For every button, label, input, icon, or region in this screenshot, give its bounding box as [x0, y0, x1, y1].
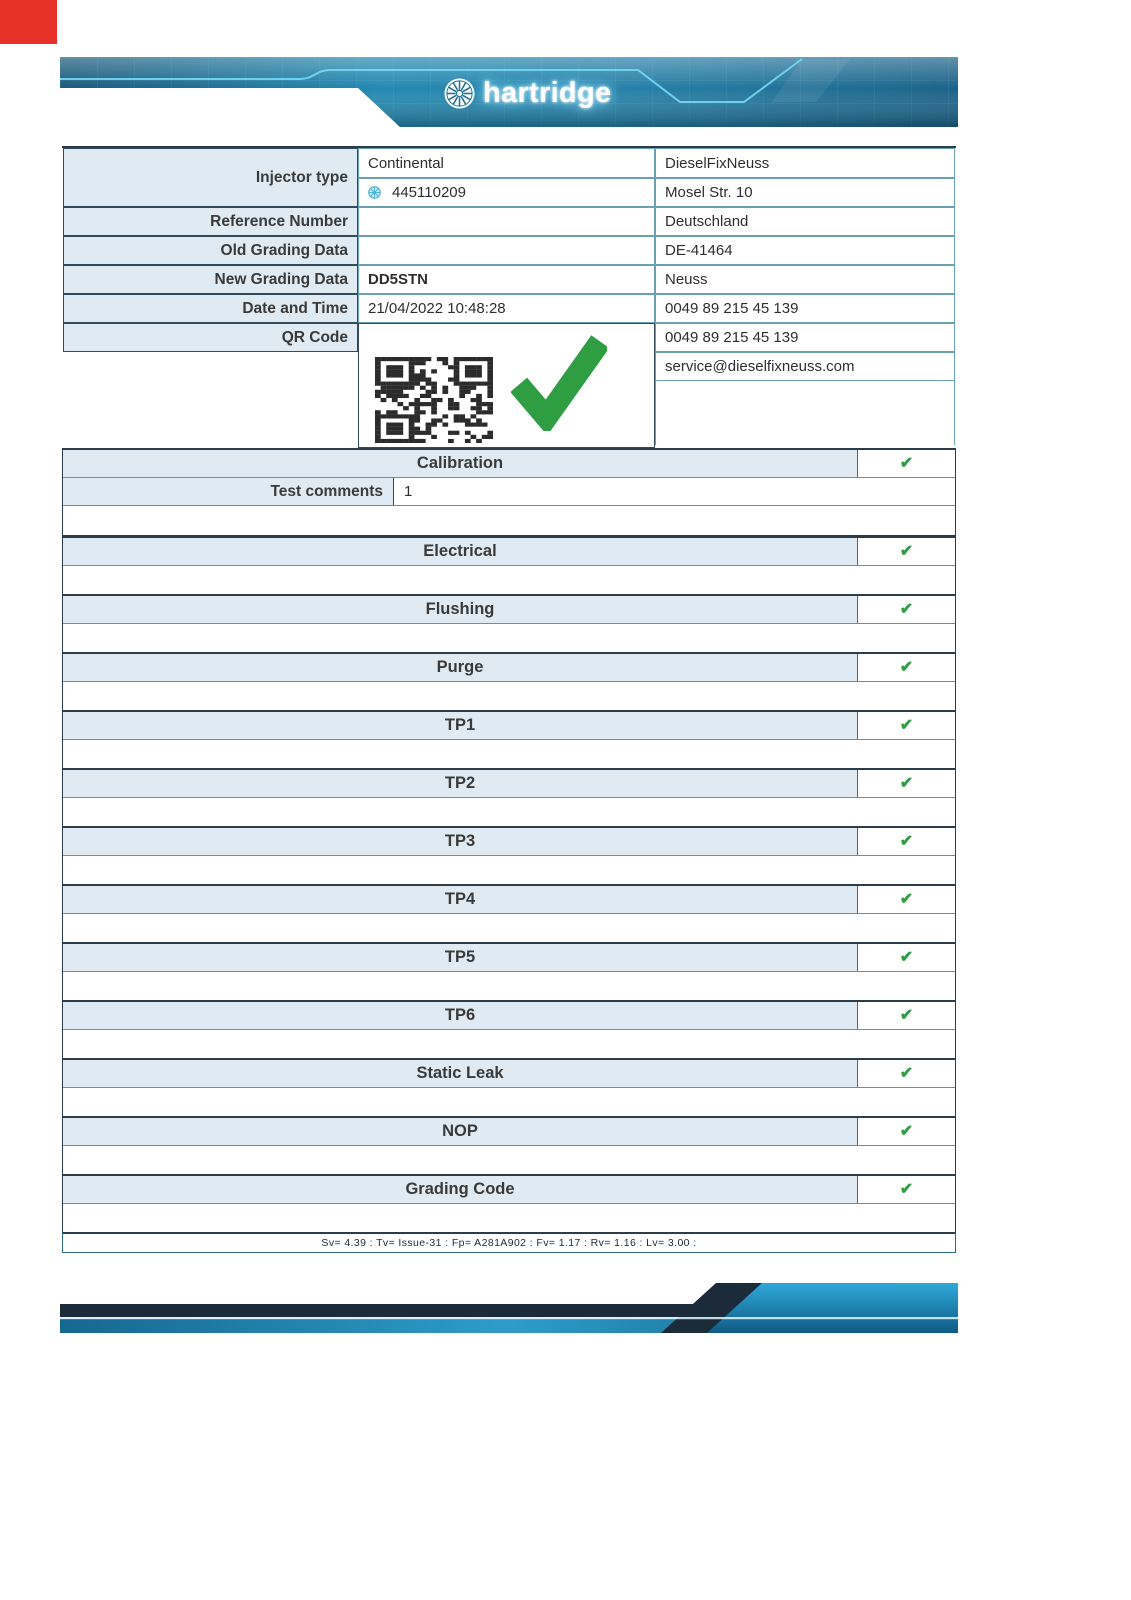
spacer-row [63, 972, 955, 1000]
workshop-street: Mosel Str. 10 [655, 178, 955, 207]
pass-check-icon: ✔ [899, 890, 914, 908]
test-section-status [857, 1118, 955, 1145]
test-section-status [857, 538, 955, 565]
test-section-status [857, 1002, 955, 1029]
test-section-title: TP6 [63, 1002, 857, 1029]
test-section-block [62, 826, 956, 884]
test-section-status [857, 450, 955, 477]
spacer-row [63, 1146, 955, 1174]
reference-number-value [358, 207, 655, 236]
test-section-title: Grading Code [63, 1176, 857, 1203]
test-comments-row [63, 478, 955, 506]
test-section-title: TP4 [63, 886, 857, 913]
old-grading-data-value [358, 236, 655, 265]
test-section-block [62, 1058, 956, 1116]
test-section-block [62, 536, 956, 594]
test-section-block [62, 710, 956, 768]
test-section-status [857, 886, 955, 913]
workshop-city: Neuss [655, 265, 955, 294]
workshop-empty-cell [655, 381, 955, 445]
pass-check-icon: ✔ [899, 542, 914, 560]
pass-check-icon: ✔ [899, 600, 914, 618]
test-section-block [62, 1116, 956, 1174]
pass-check-icon: ✔ [899, 1006, 914, 1024]
test-section-title: Static Leak [63, 1060, 857, 1087]
test-section-title: NOP [63, 1118, 857, 1145]
test-section-status [857, 944, 955, 971]
test-section-status [857, 1060, 955, 1087]
old-grading-data-label: Old Grading Data [63, 236, 358, 265]
spacer-row [63, 1088, 955, 1116]
date-time-value: 21/04/2022 10:48:28 [358, 294, 655, 323]
test-comments-label: Test comments [63, 478, 394, 505]
spacer-row [63, 798, 955, 826]
workshop-country: Deutschland [655, 207, 955, 236]
test-section-block [62, 768, 956, 826]
spacer-row [63, 914, 955, 942]
test-section-block [62, 1000, 956, 1058]
spacer-row [63, 624, 955, 652]
pass-check-icon: ✔ [899, 1180, 914, 1198]
pass-check-icon: ✔ [899, 1122, 914, 1140]
mini-wheel-icon [368, 186, 381, 199]
spacer-row [63, 506, 955, 535]
test-section-title: TP5 [63, 944, 857, 971]
test-section-title: TP1 [63, 712, 857, 739]
test-comments-value: 1 [404, 483, 413, 500]
injector-number-value: 445110209 [392, 184, 466, 201]
test-section-title: Electrical [63, 538, 857, 565]
brand-text: hartridge [483, 77, 612, 109]
test-section-status [857, 654, 955, 681]
spacer-row [63, 856, 955, 884]
version-info-row: Sv= 4.39 : Tv= Issue-31 : Fp= A281A902 : Fv= 1.17 : Rv= 1.16 : Lv= 3.00 : [62, 1232, 956, 1253]
pass-check-icon: ✔ [899, 716, 914, 734]
pass-check-icon: ✔ [899, 454, 914, 472]
injector-number-row [358, 178, 655, 207]
spacer-row [63, 566, 955, 594]
pass-check-icon: ✔ [899, 774, 914, 792]
spacer-row [63, 1030, 955, 1058]
test-section-block [62, 1174, 956, 1232]
date-time-label: Date and Time [63, 294, 358, 323]
test-section-status [857, 828, 955, 855]
workshop-postcode: DE-41464 [655, 236, 955, 265]
footer-banner-art [60, 1283, 958, 1333]
workshop-fax: 0049 89 215 45 139 [655, 323, 955, 352]
header-banner [60, 57, 958, 127]
new-grading-data-label: New Grading Data [63, 265, 358, 294]
injector-type-label: Injector type [63, 148, 358, 207]
brand-logo [443, 77, 611, 110]
test-section-title: TP2 [63, 770, 857, 797]
workshop-name: DieselFixNeuss [655, 148, 955, 178]
test-section-block [62, 594, 956, 652]
pass-check-icon: ✔ [899, 658, 914, 676]
qr-valid-check-icon [511, 331, 607, 431]
wheel-icon [443, 77, 476, 110]
test-section-block [62, 884, 956, 942]
qr-code-label: QR Code [63, 323, 358, 352]
test-section-status [857, 596, 955, 623]
spacer-row [63, 1204, 955, 1232]
reference-number-label: Reference Number [63, 207, 358, 236]
test-section-block [62, 652, 956, 710]
workshop-phone: 0049 89 215 45 139 [655, 294, 955, 323]
test-section-title: TP3 [63, 828, 857, 855]
spacer-row [63, 740, 955, 768]
injector-make-value: Continental [358, 148, 655, 178]
pass-check-icon: ✔ [899, 1064, 914, 1082]
new-grading-data-value: DD5STN [358, 265, 655, 294]
pass-check-icon: ✔ [899, 948, 914, 966]
test-section-status [857, 770, 955, 797]
qr-code-cell [358, 323, 655, 448]
scan-red-mark [0, 0, 57, 44]
test-section-title: Purge [63, 654, 857, 681]
test-section-status [857, 712, 955, 739]
spacer-row [63, 682, 955, 710]
test-section-block-calibration [62, 448, 956, 536]
test-section-status [857, 1176, 955, 1203]
test-section-block [62, 942, 956, 1000]
pass-check-icon: ✔ [899, 832, 914, 850]
test-section-title: Calibration [63, 450, 857, 477]
qr-code-image [375, 357, 493, 443]
test-section-title: Flushing [63, 596, 857, 623]
footer-banner [60, 1283, 958, 1333]
workshop-email: service@dieselfixneuss.com [655, 352, 955, 381]
